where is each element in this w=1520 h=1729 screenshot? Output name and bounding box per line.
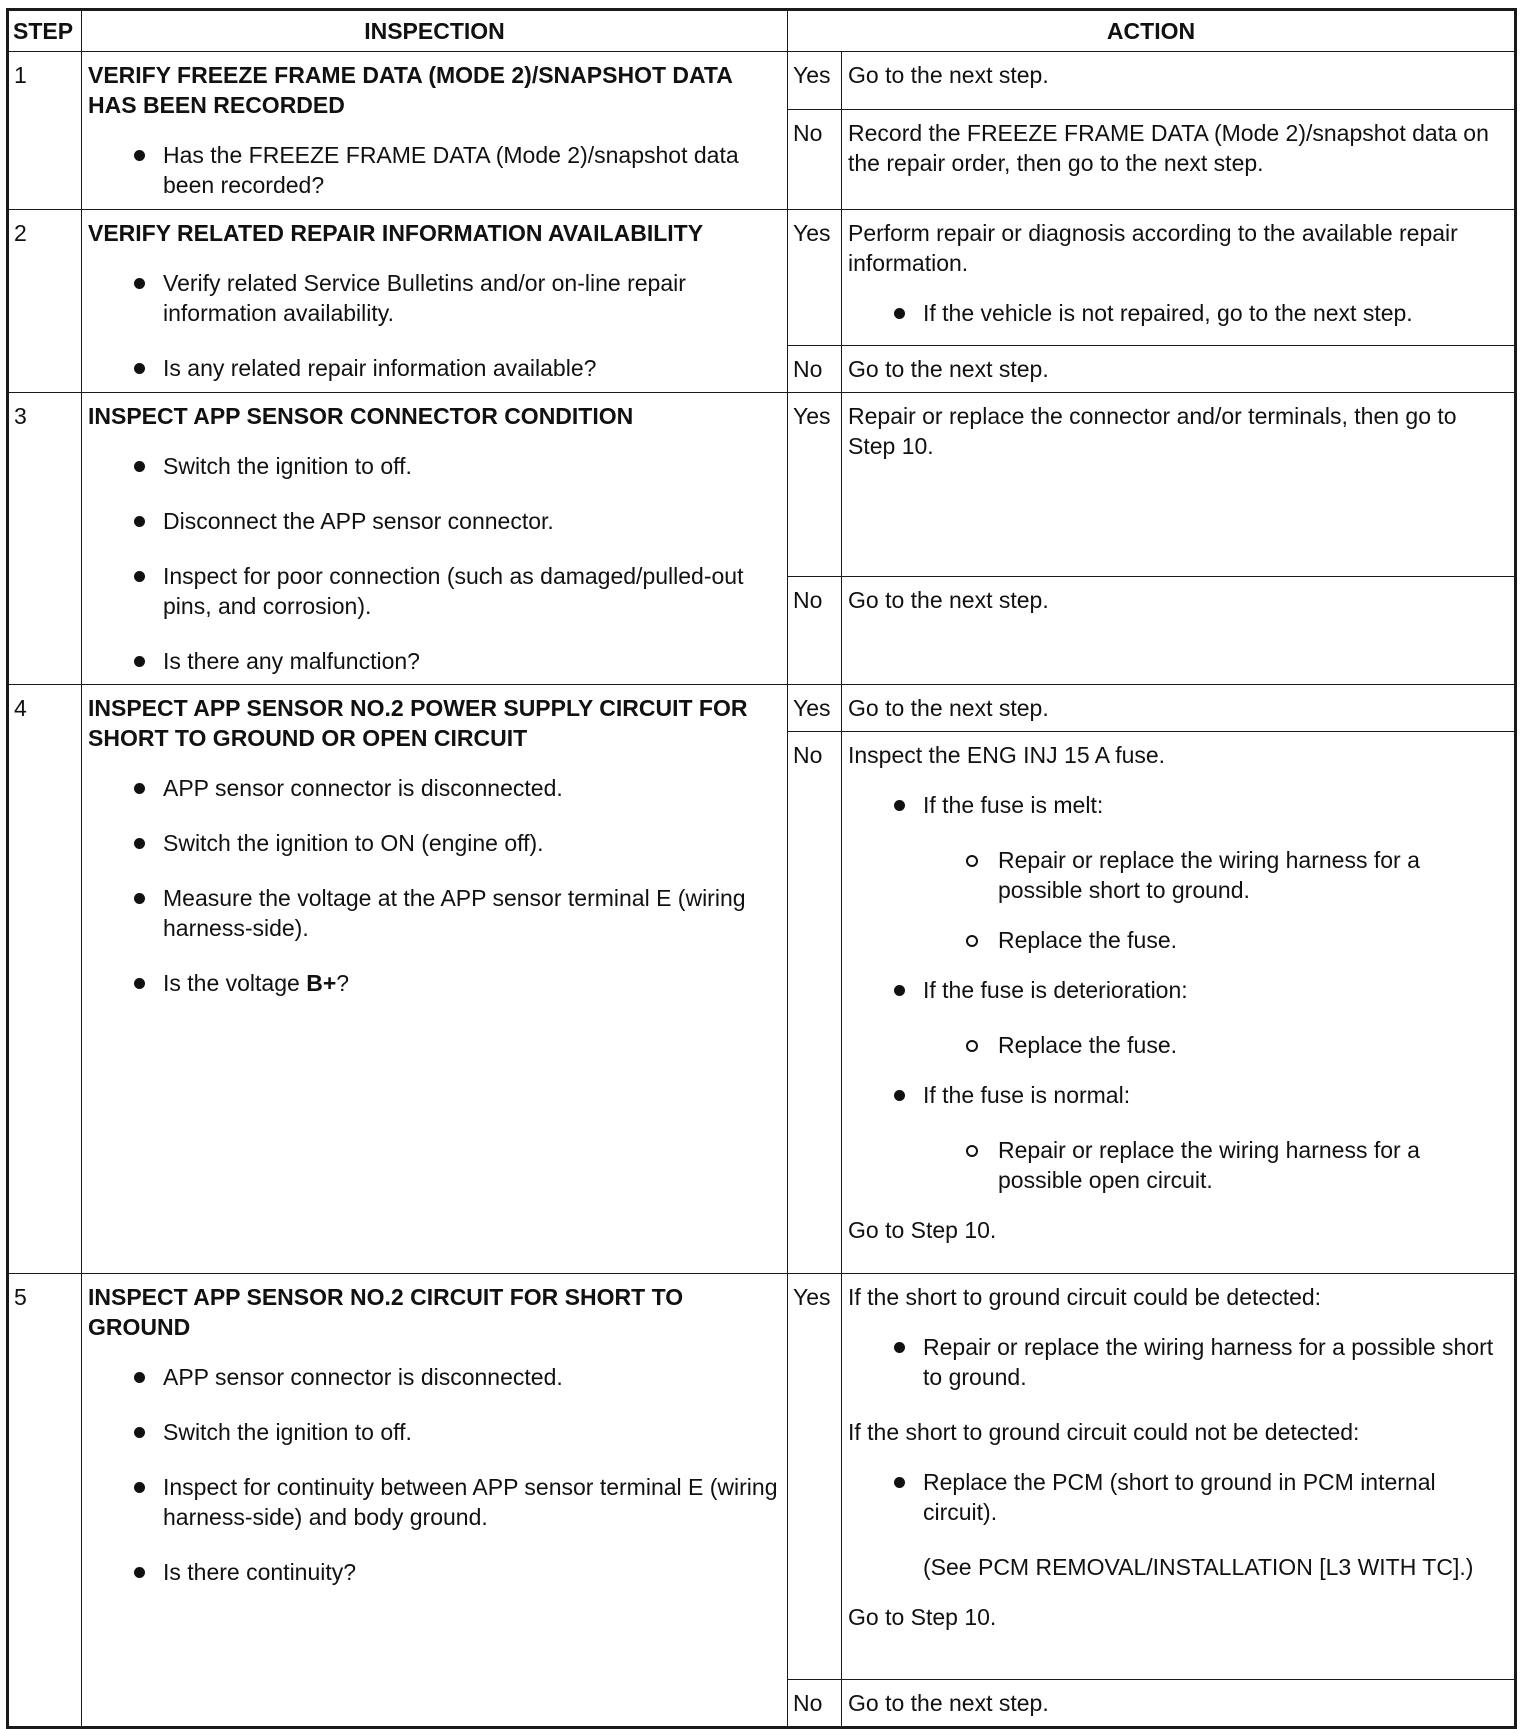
yes-label: Yes [788,393,842,577]
no-action: Go to the next step. [842,577,1516,685]
step-number: 5 [8,1274,82,1728]
action-sub-bullet: Replace the fuse. [848,1030,1506,1060]
inspection-cell [82,393,788,685]
inspection-cell [82,1274,788,1728]
inspection-cell [82,210,788,393]
action-bullet: If the fuse is melt: [848,790,1506,820]
action-sub-bullet: Repair or replace the wiring harness for a possible open circuit. [848,1135,1506,1195]
voltage-question-prefix: Is the voltage [163,970,307,996]
no-action: Record the FREEZE FRAME DATA (Mode 2)/snapshot data on the repair order, then go to the next step. [842,110,1516,210]
action-bullet: If the vehicle is not repaired, go to the next step. [848,298,1506,328]
step-number: 2 [8,210,82,393]
inspection-bullet-voltage [88,968,779,998]
inspection-bullet: Disconnect the APP sensor connector. [88,506,779,536]
no-label: No [788,110,842,210]
no-label: No [788,732,842,1274]
inspection-cell [82,685,788,1274]
no-label: No [788,1680,842,1728]
step-5-yes-row [8,1274,1516,1680]
inspection-title: INSPECT APP SENSOR NO.2 CIRCUIT FOR SHORT TO GROUND [88,1284,684,1340]
step-number: 1 [8,52,82,210]
action-note: (See PCM REMOVAL/INSTALLATION [L3 WITH TC].) [923,1554,1474,1580]
yes-label: Yes [788,1274,842,1680]
yes-label: Yes [788,685,842,732]
action-bullet: Repair or replace the wiring harness for a possible short to ground. [848,1332,1506,1392]
action-sub-bullet: Repair or replace the wiring harness for a possible short to ground. [848,845,1506,905]
action-bullet: Replace the PCM (short to ground in PCM internal circuit). [848,1467,1506,1527]
yes-action-cell [842,1274,1516,1680]
inspection-bullet: Measure the voltage at the APP sensor terminal E (wiring harness-side). [88,883,779,943]
inspection-cell [82,52,788,210]
yes-action-p2: If the short to ground circuit could not be detected: [848,1419,1360,1445]
step-1-yes-row [8,52,1516,110]
inspection-title: VERIFY FREEZE FRAME DATA (MODE 2)/SNAPSHOT DATA HAS BEEN RECORDED [88,62,733,118]
inspection-title: INSPECT APP SENSOR CONNECTOR CONDITION [88,403,634,429]
step-number: 3 [8,393,82,685]
step-2-yes-row [8,210,1516,346]
yes-action: Go to the next step. [842,685,1516,732]
no-action-cell [842,732,1516,1274]
inspection-bullet: APP sensor connector is disconnected. [88,1362,779,1392]
header-row [8,10,1516,52]
yes-action-end: Go to Step 10. [848,1604,997,1630]
yes-label: Yes [788,52,842,110]
no-action: Go to the next step. [842,1680,1516,1728]
yes-action-p1: If the short to ground circuit could be detected: [848,1284,1322,1310]
inspection-bullet: Switch the ignition to off. [88,451,779,481]
inspection-bullet: Is any related repair information available? [88,353,779,383]
no-action-end: Go to Step 10. [848,1217,997,1243]
no-action-intro: Inspect the ENG INJ 15 A fuse. [848,742,1166,768]
inspection-bullet: Is there continuity? [88,1557,779,1587]
yes-action: Go to the next step. [842,52,1516,110]
step-3-yes-row [8,393,1516,577]
inspection-bullet: Verify related Service Bulletins and/or on-line repair information availability. [88,268,779,328]
inspection-bullet: APP sensor connector is disconnected. [88,773,779,803]
voltage-value: B+ [306,970,337,996]
header-step: STEP [8,10,82,52]
action-sub-bullet: Replace the fuse. [848,925,1506,955]
inspection-bullet: Inspect for continuity between APP sensor terminal E (wiring harness-side) and body ground. [88,1472,779,1532]
diagnostic-table [6,8,1517,1729]
inspection-bullet: Inspect for poor connection (such as damaged/pulled-out pins, and corrosion). [88,561,779,621]
inspection-bullet: Has the FREEZE FRAME DATA (Mode 2)/snapshot data been recorded? [88,140,779,200]
header-action: ACTION [788,10,1516,52]
yes-action-cell [842,210,1516,346]
yes-label: Yes [788,210,842,346]
no-action: Go to the next step. [842,346,1516,393]
step-4-yes-row [8,685,1516,732]
inspection-bullet: Switch the ignition to off. [88,1417,779,1447]
yes-action: Repair or replace the connector and/or terminals, then go to Step 10. [842,393,1516,577]
voltage-question-suffix: ? [336,970,350,996]
header-inspection: INSPECTION [82,10,788,52]
action-bullet: If the fuse is normal: [848,1080,1506,1110]
inspection-bullet: Switch the ignition to ON (engine off). [88,828,779,858]
inspection-title: INSPECT APP SENSOR NO.2 POWER SUPPLY CIRCUIT FOR SHORT TO GROUND OR OPEN CIRCUIT [88,695,748,751]
step-number: 4 [8,685,82,1274]
no-label: No [788,346,842,393]
action-bullet: If the fuse is deterioration: [848,975,1506,1005]
inspection-bullet: Is there any malfunction? [88,646,779,676]
yes-action: Perform repair or diagnosis according to the available repair information. [848,220,1458,276]
no-label: No [788,577,842,685]
inspection-title: VERIFY RELATED REPAIR INFORMATION AVAILABILITY [88,220,704,246]
